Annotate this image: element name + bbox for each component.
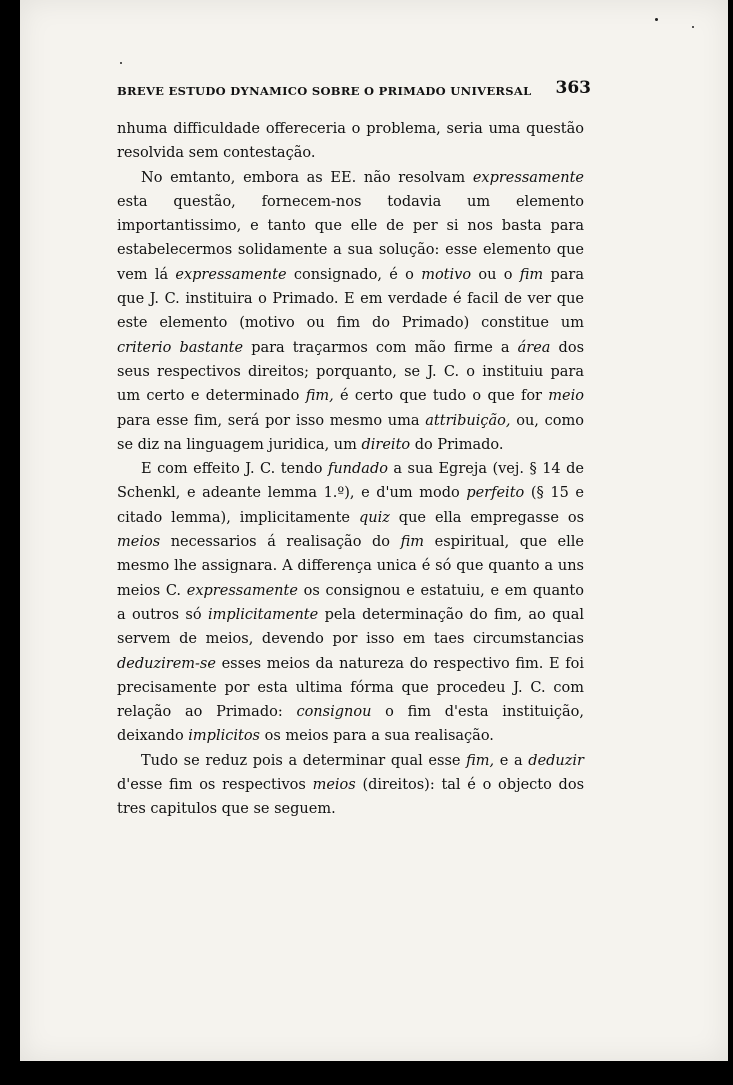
text-run: d'esse fim os respectivos bbox=[117, 777, 313, 794]
text-run: necessarios á realisação do bbox=[160, 534, 401, 551]
italic-text: deduzir bbox=[528, 752, 584, 769]
text-run: Tudo se reduz pois a determinar qual esse bbox=[141, 752, 467, 769]
book-page bbox=[20, 0, 728, 1061]
text-run: pela determinação do fim, ao qual servem de meios, devendo por isso em taes circumstancias bbox=[117, 606, 585, 648]
text-run: os meios para a sua realisação. bbox=[260, 728, 494, 745]
text-run: (direitos): tal é o objecto dos tres capitulos que se seguem. bbox=[117, 777, 585, 818]
text-run: (§ 15 e citado lemma), implicitamente bbox=[117, 485, 584, 526]
text-run: No emtanto, embora as EE. não resolvam bbox=[141, 169, 473, 186]
text-run: consignado, é o bbox=[286, 266, 422, 283]
running-title: BREVE ESTUDO DYNAMICO SOBRE O PRIMADO UNIVERSAL bbox=[117, 84, 532, 98]
italic-text: criterio bastante bbox=[117, 339, 244, 356]
italic-text: meios bbox=[117, 534, 161, 551]
italic-text: deduzirem-se bbox=[117, 655, 216, 672]
italic-text: direito bbox=[361, 436, 411, 453]
italic-text: expressamente bbox=[472, 169, 584, 186]
italic-text: expressamente bbox=[186, 582, 298, 599]
text-run: espiritual, que elle mesmo lhe assignara. A differença unica é só que quanto a uns meios C. bbox=[117, 534, 584, 599]
italic-text: implicitos bbox=[188, 728, 260, 745]
text-run: ou, como se diz na linguagem juridica, um bbox=[117, 412, 584, 453]
paragraph bbox=[117, 117, 584, 166]
italic-text: consignou bbox=[296, 704, 372, 721]
italic-text: fundado bbox=[327, 461, 388, 478]
text-run: nhuma difficuldade offereceria o problema, seria uma questão resolvida sem contestação. bbox=[117, 121, 584, 162]
italic-text: motivo bbox=[421, 266, 472, 283]
text-run: para traçarmos com mão firme a bbox=[243, 339, 518, 356]
text-run: é certo que tudo o que for bbox=[333, 388, 549, 405]
text-run: para esse fim, será por isso mesmo uma bbox=[117, 412, 426, 429]
paragraph bbox=[117, 166, 584, 458]
text-run: esses meios da natureza do respectivo fim. E foi precisamente por esta ultima fórma que procedeu J. C. com relação ao Primado: bbox=[117, 655, 584, 721]
ink-speck bbox=[692, 26, 694, 28]
ink-speck bbox=[120, 62, 122, 64]
paragraph bbox=[117, 749, 584, 822]
page-number: 363 bbox=[555, 78, 591, 98]
italic-text: meios bbox=[312, 777, 356, 794]
italic-text: perfeito bbox=[466, 485, 525, 502]
text-run: dos seus respectivos direitos; porquanto, se J. C. o instituiu para um certo e determinado bbox=[117, 339, 585, 405]
italic-text: meio bbox=[548, 388, 584, 405]
italic-text: quiz bbox=[358, 509, 390, 526]
text-run: e a bbox=[494, 752, 529, 769]
italic-text: expressamente bbox=[175, 266, 287, 283]
text-run: os consignou e estatuiu, e em quanto a outros só bbox=[117, 582, 584, 623]
text-run: E com effeito J. C. tendo bbox=[141, 461, 328, 478]
text-run: o fim d'esta instituição, deixando bbox=[117, 704, 585, 745]
text-run: que ella empregasse os bbox=[389, 509, 585, 526]
paragraph bbox=[117, 457, 584, 749]
text-run: a sua Egreja (vej. § 14 de Schenkl, e adeante lemma 1.º), e d'um modo bbox=[117, 461, 584, 502]
body-text bbox=[117, 117, 584, 822]
text-run: para que J. C. instituira o Primado. E em verdade é facil de ver que este elemento (motivo ou fim do Primado) constitue um bbox=[117, 266, 584, 332]
text-run: esta questão, fornecem-nos todavia um elemento importantissimo, e tanto que elle de per si nos basta para estabelecermos solidamente a sua solução: esse elemento que vem lá bbox=[117, 193, 584, 283]
italic-text: fim, bbox=[305, 388, 334, 405]
page-header bbox=[117, 78, 597, 100]
ink-speck bbox=[655, 18, 658, 21]
italic-text: attribuição, bbox=[425, 412, 511, 429]
italic-text: fim bbox=[519, 266, 544, 283]
italic-text: fim bbox=[400, 534, 425, 551]
italic-text: área bbox=[517, 339, 551, 356]
text-run: do Primado. bbox=[410, 436, 504, 453]
italic-text: implicitamente bbox=[207, 606, 319, 623]
text-run: ou o bbox=[471, 266, 520, 283]
italic-text: fim, bbox=[466, 752, 495, 769]
